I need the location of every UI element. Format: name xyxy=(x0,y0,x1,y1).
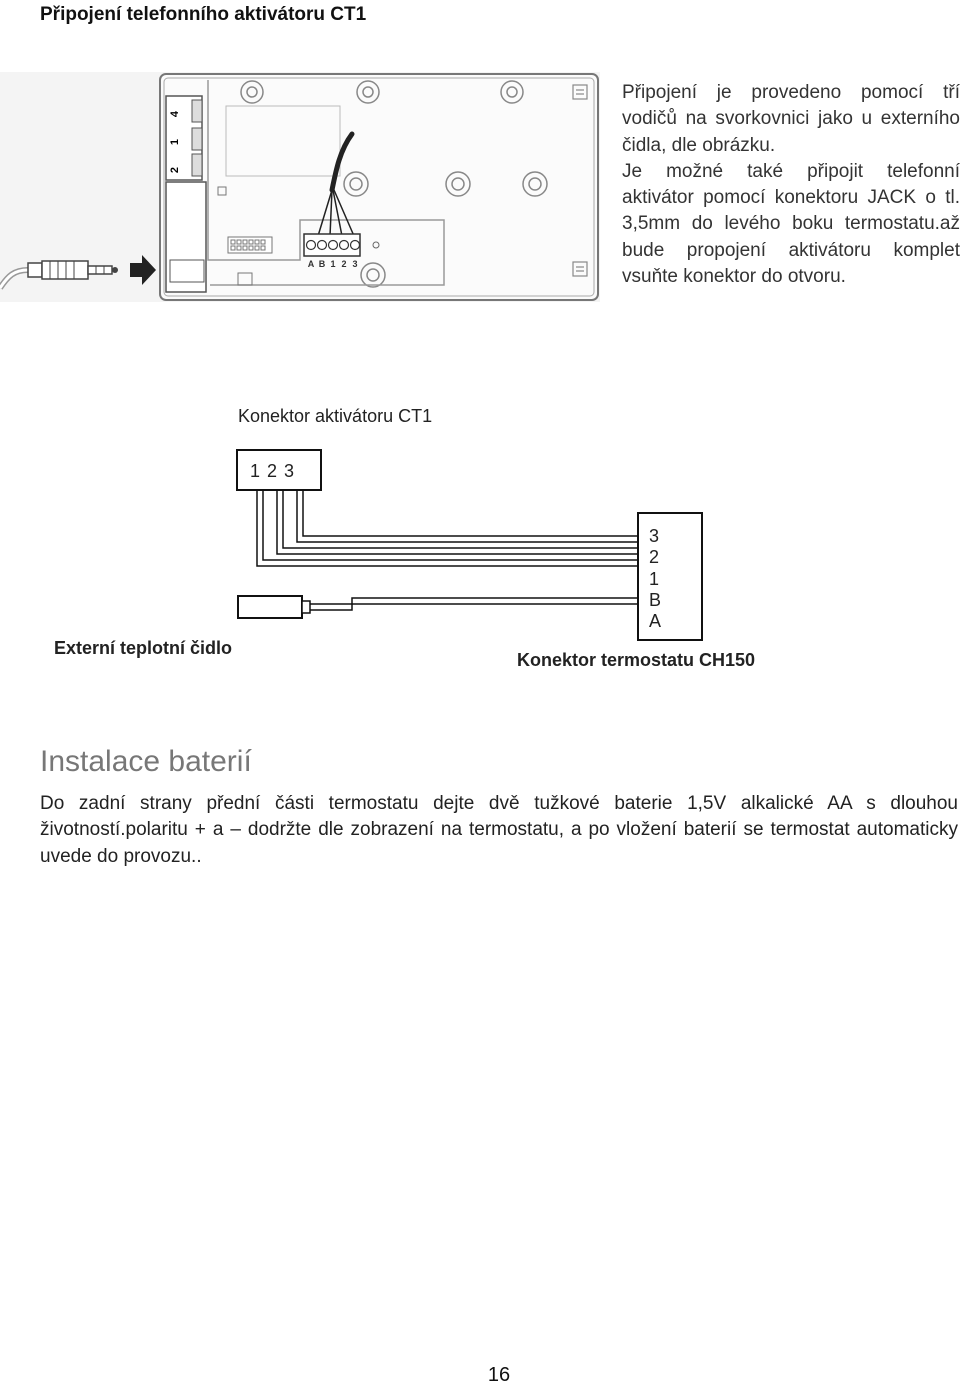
section-heading: Připojení telefonního aktivátoru CT1 xyxy=(40,4,367,25)
thermostat-pin: 3 xyxy=(649,526,660,546)
intro-paragraph: Připojení je provedeno pomocí tří vodičů na svorkovnici jako u externího čidla, dle obrázku. xyxy=(622,82,960,156)
battery-paragraph: Do zadní strany přední části termostatu dejte dvě tužkové baterie 1,5V alkalické AA s dlouhou životností.polaritu + a – dodržte dle zobrazení na termostatu, a po vložení baterií se termostat automaticky uvede do provozu.. xyxy=(40,793,958,867)
wire xyxy=(297,490,638,542)
activator-pins: 1 2 3 xyxy=(250,461,296,481)
intro-text xyxy=(622,80,960,290)
terminal-label: B xyxy=(318,259,326,269)
thermostat-pin: B xyxy=(649,589,662,610)
thermostat-pin: A xyxy=(649,611,662,632)
pin-header xyxy=(228,237,272,253)
thermostat-connector-box xyxy=(638,513,702,640)
thermostat-back-diagram xyxy=(0,70,610,310)
activator-connector-label: Konektor aktivátoru CT1 xyxy=(238,406,433,426)
battery-text xyxy=(40,791,958,870)
side-terminal-label: 1 xyxy=(169,138,181,146)
wire xyxy=(277,490,638,554)
thermostat-connector-label: Konektor termostatu CH150 xyxy=(517,650,756,670)
battery-section-title: Instalace baterií xyxy=(40,745,252,778)
terminal-label: A xyxy=(307,259,315,269)
thermostat-pin: 1 xyxy=(649,568,660,589)
intro-paragraph: Je možné také připojit telefonní aktivátor pomocí konektoru JACK o tl. 3,5mm do levého boku termostatu.až bude propojení aktivátoru komplet vsuňte konektor do otvoru. xyxy=(622,160,960,288)
terminal-label: 3 xyxy=(352,259,358,269)
thermostat-pin-list xyxy=(649,526,661,632)
page-number: 16 xyxy=(487,1364,511,1386)
temperature-sensor-body xyxy=(238,596,302,618)
side-terminal-label: 4 xyxy=(169,110,181,118)
sensor-wire xyxy=(310,598,638,610)
wiring-diagram xyxy=(0,440,720,650)
terminal-label: 2 xyxy=(341,259,347,269)
sensor-label: Externí teplotní čidlo xyxy=(54,638,233,658)
thermostat-pin: 2 xyxy=(649,547,660,568)
terminal-label: 1 xyxy=(330,259,336,269)
side-terminal-label: 2 xyxy=(169,166,181,174)
